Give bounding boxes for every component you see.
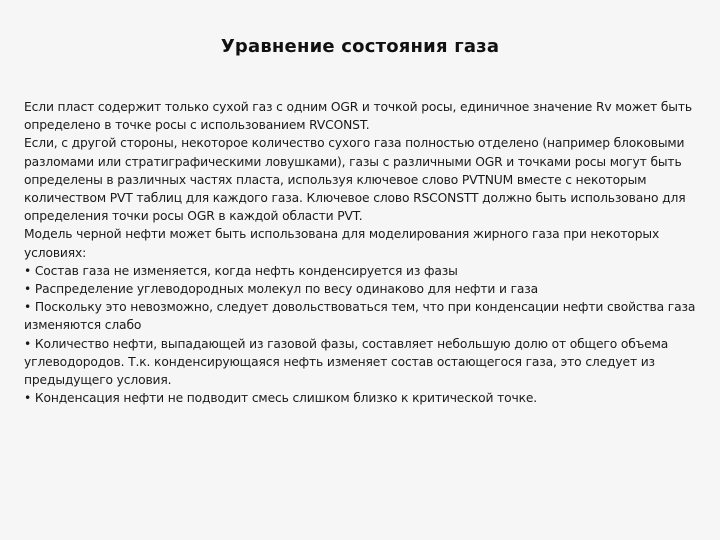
paragraph-multiple-gases: Если, с другой стороны, некоторое количество сухого газа полностью отделено (например блоковыми разломами или стратиграфическими ловушками), газы с различными OGR и точками росы могут быть определены в различных частях пласта, используя ключевое слово PVTNUM вместе с некоторым количеством PVT таблиц для каждого газа. Ключевое слово RSCONSTT должно быть использовано для определения точки росы OGR в каждой области PVT. xyxy=(24,136,686,224)
paragraph-single-gas: Если пласт содержит только сухой газ с одним OGR и точкой росы, единичное значение Rv может быть определено в точке росы с использованием RVCONST. xyxy=(24,100,692,133)
bullet-oil-fraction: • Количество нефти, выпадающей из газовой фазы, составляет небольшую долю от общего объема углеводородов. Т.к. конденсирующаяся нефть изменяет состав остающегося газа, это следует из предыдущего условия. xyxy=(24,336,669,388)
bullet-critical-point: • Конденсация нефти не подводит смесь слишком близко к критической точке. xyxy=(24,391,538,406)
slide-body xyxy=(24,98,720,407)
slide-title: Уравнение состояния газа xyxy=(220,36,500,57)
bullet-gas-properties: • Поскольку это невозможно, следует довольствоваться тем, что при конденсации нефти свойства газа изменяются слабо xyxy=(24,300,696,333)
bullet-molecule-distribution: • Распределение углеводородных молекул по весу одинаково для нефти и газа xyxy=(24,282,539,297)
paragraph-black-oil-intro: Модель черной нефти может быть использована для моделирования жирного газа при некоторых условиях: xyxy=(24,227,660,260)
bullet-gas-composition: • Состав газа не изменяется, когда нефть конденсируется из фазы xyxy=(24,263,458,278)
